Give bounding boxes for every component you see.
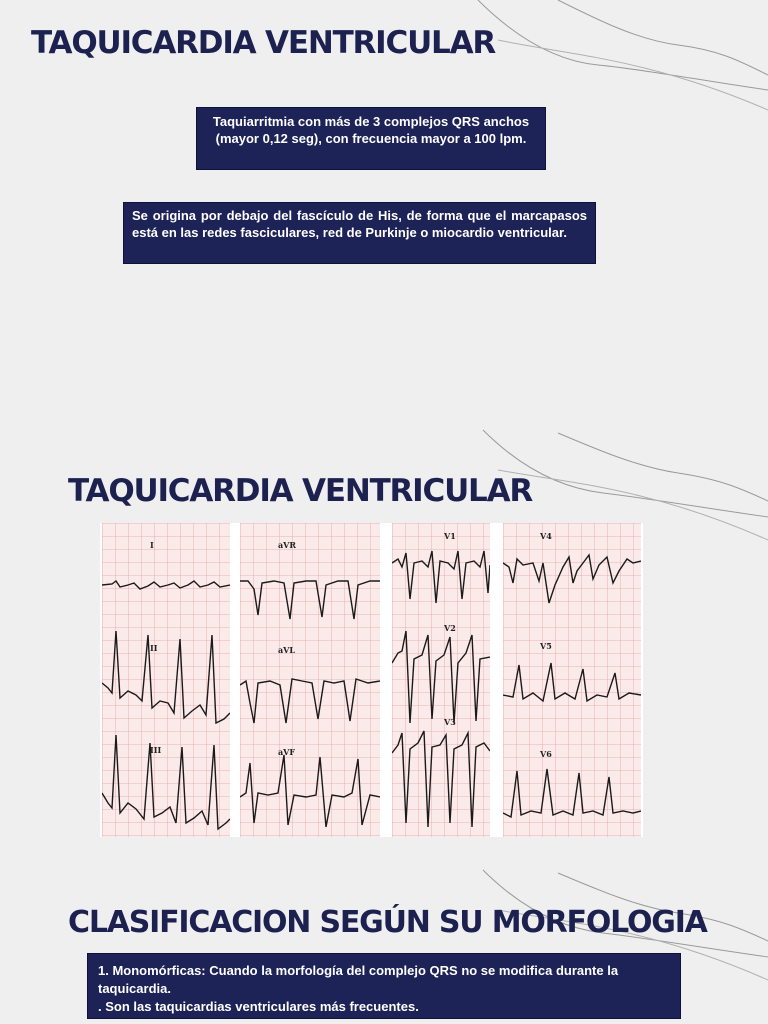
ecg-panel-v4-v6 [503, 523, 641, 837]
slide-1 [0, 0, 768, 425]
lead-label: V3 [444, 717, 456, 727]
origin-box: Se origina por debajo del fascículo de His, de forma que el marcapasos está en las redes fasciculares, red de Purkinje o miocardio ventricular. [123, 202, 596, 264]
lead-label: V5 [540, 641, 552, 651]
lead-label: aVR [278, 540, 297, 550]
lead-label: aVL [278, 645, 296, 655]
classification-item: . Son las taquicardias ventriculares más frecuentes. [98, 999, 419, 1014]
definition-box: Taquiarritmia con más de 3 complejos QRS anchos (mayor 0,12 seg), con frecuencia mayor a 100 lpm. [196, 107, 546, 170]
slide-title: TAQUICARDIA VENTRICULAR [68, 473, 533, 509]
ecg-panel-limb [102, 523, 230, 837]
lead-label: V4 [540, 531, 552, 541]
ecg-panel-augmented [240, 523, 380, 837]
classification-box [87, 953, 681, 1019]
lead-label: V6 [540, 749, 552, 759]
slide-title: CLASIFICACION SEGÚN SU MORFOLOGIA [68, 905, 707, 940]
lead-label: I [150, 540, 154, 550]
lead-label: V1 [444, 531, 456, 541]
lead-label: III [150, 745, 162, 755]
lead-label: aVF [278, 747, 296, 757]
ecg-figure [100, 523, 643, 837]
ecg-panel-v1-v3 [392, 523, 490, 837]
slide-title: TAQUICARDIA VENTRICULAR [31, 25, 496, 61]
lead-label: II [150, 643, 158, 653]
slide-3 [0, 865, 768, 1024]
lead-label: V2 [444, 623, 456, 633]
classification-item: 1. Monomórficas: Cuando la morfología del complejo QRS no se modifica durante la taquicardia. [98, 963, 619, 996]
slide-2 [0, 425, 768, 865]
